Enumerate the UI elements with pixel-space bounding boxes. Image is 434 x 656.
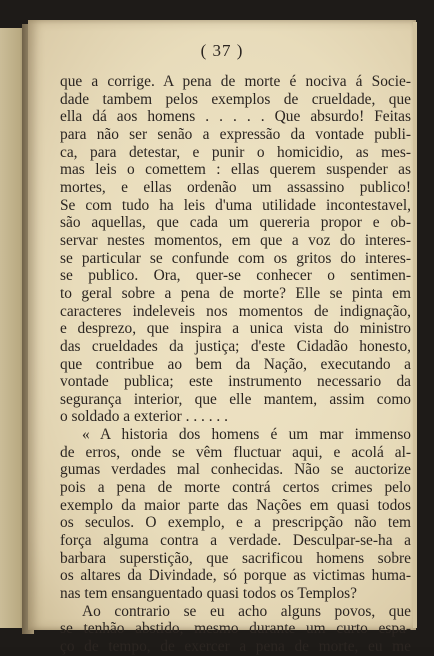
text-line: barbara superstição, que sacrificou homens sobre — [60, 549, 411, 567]
text-line: são aquellas, que cada um quereria propor e ob- — [60, 214, 411, 232]
text-line: pois a pena de morte contrá certos crimes pelo — [60, 479, 411, 497]
text-line: Ao contrario se eu acho alguns povos, que — [82, 602, 411, 620]
text-line: que a corrige. A pena de morte é nociva á Socie- — [60, 73, 411, 90]
text-line: « A historia dos homens é um mar immenso — [82, 426, 411, 444]
text-line: caracteres indeleveis nos momentos de indignação, — [60, 302, 411, 320]
text-line: exemplo da maior parte das Nações em quasi todos — [60, 496, 411, 514]
page-number: ( 37 ) — [200, 41, 244, 60]
text-line: o soldado a exterior . . . . . . — [60, 408, 228, 426]
text-line: dade tambem pelos exemplos de crueldade, que — [60, 90, 411, 108]
text-line: para não ser senão a expressão da vontade publi- — [60, 125, 411, 143]
text-line: ço de tempo, de exercer a pena de morte, eu me — [60, 638, 411, 655]
text-line: mas leis o comettem : ellas querem suspender as — [60, 161, 411, 179]
text-line: os seculos. O exemplo, e a prescripção não tem — [60, 514, 411, 532]
text-line: força alguma contra a verdade. Desculpar-se-ha a — [60, 532, 411, 550]
text-line: to geral sobre a pena de morte? Elle se pinta em — [60, 284, 411, 302]
text-line: e desprezo, que inspira a unica vista do ministro — [60, 320, 411, 338]
text-line: os altares da Divindade, só porque as victimas huma- — [60, 567, 411, 585]
text-line: das crueldades da justiça; d'este Cidadão honesto, — [60, 337, 411, 355]
page-body-text — [60, 73, 411, 656]
text-line: de erros, onde se vêm fluctuar aqui, e acolá al- — [60, 443, 411, 461]
text-line: gumas verdades mal conhecidas. Não se auctorize — [60, 461, 411, 479]
text-line: segurança interior, que elle mantem, assim como — [60, 390, 411, 408]
text-line: Se com tudo ha leis d'uma utilidade incontestavel, — [60, 196, 411, 214]
text-line: vontade publica; este instrumento necessario da — [60, 373, 411, 391]
text-line: se publico. Ora, quer-se conhecer o sentimen- — [60, 267, 411, 285]
text-line: ca, para detestar, e punir o homicidio, as mes- — [60, 143, 411, 161]
book-page — [28, 20, 416, 655]
text-line: se particular se confunde com os gritos do interes- — [60, 249, 411, 267]
text-line: ella dá aos homens . . . . . Que absurdo! Feitas — [60, 108, 411, 126]
page-edge — [413, 22, 417, 628]
text-line: que contribue ao bem da Nação, executando a — [60, 355, 411, 373]
text-line: servar nestes momentos, em que a voz do interes- — [60, 231, 411, 249]
text-line: nas tem ensanguentado quasi todos os Templos? — [60, 585, 357, 603]
text-line: se tenhão abstido, mesmo durante um curto espa- — [60, 620, 411, 638]
text-line: mortes, e ellas ordenão um assassino publico! — [60, 178, 411, 196]
